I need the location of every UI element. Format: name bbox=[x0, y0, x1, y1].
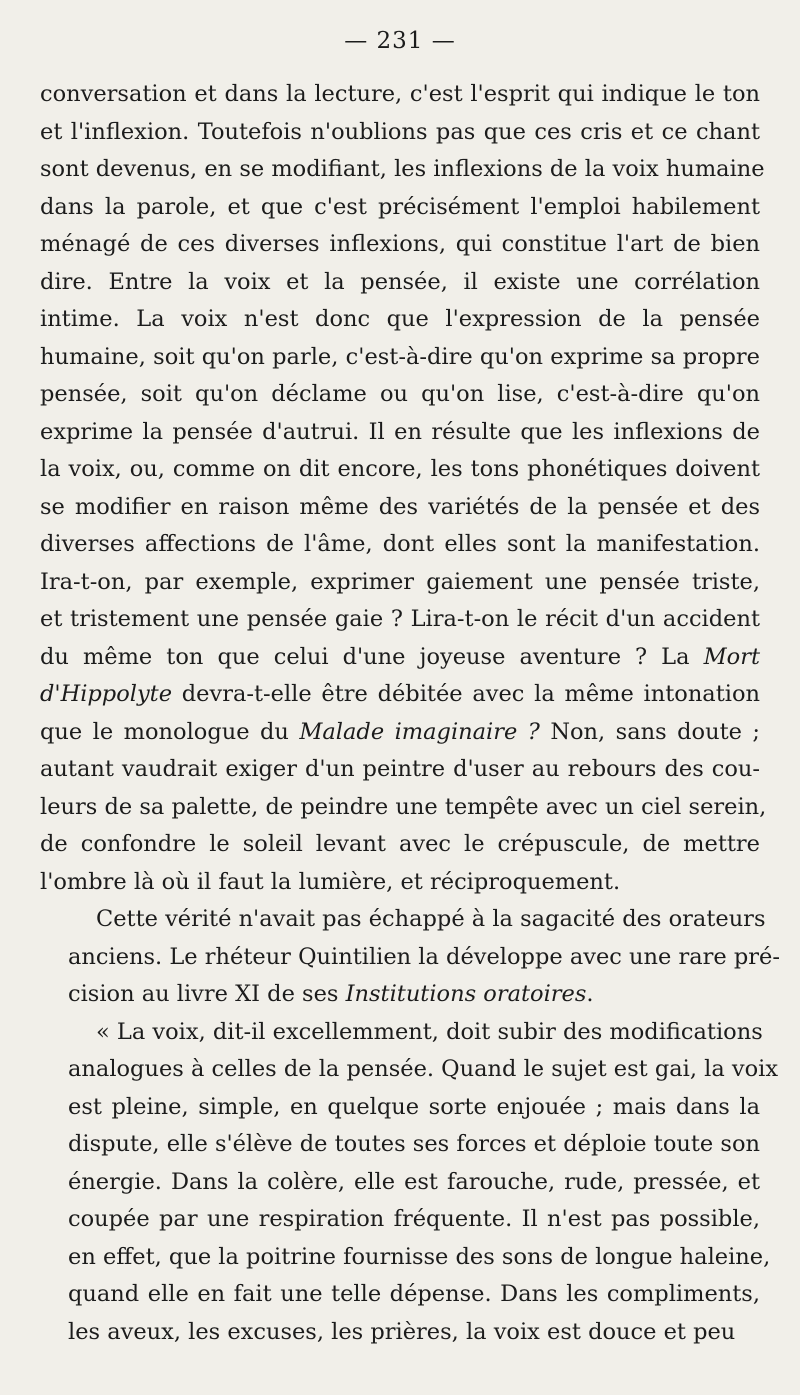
text-run: du même ton que celui d'une joyeuse aventure ? La bbox=[40, 643, 704, 670]
text-run: intime. La voix n'est donc que l'expression de la pensée bbox=[40, 306, 760, 332]
text-run: se modifier en raison même des variétés de la pensée et des bbox=[40, 493, 760, 520]
body-text bbox=[40, 76, 780, 1351]
text-line bbox=[40, 1126, 760, 1164]
text-line bbox=[40, 114, 760, 152]
italic-title: d'Hippolyte bbox=[40, 681, 173, 707]
text-run: dire. Entre la voix et la pensée, il existe une corrélation bbox=[40, 268, 760, 295]
text-line bbox=[40, 376, 760, 414]
text-line bbox=[40, 714, 760, 752]
text-run: humaine, soit qu'on parle, c'est-à-dire qu'on exprime sa propre bbox=[40, 343, 760, 370]
italic-title: Institutions oratoires bbox=[345, 981, 587, 1007]
text-line bbox=[40, 751, 760, 789]
text-run: et tristement une pensée gaie ? Lira-t-on le récit d'un accident bbox=[40, 606, 760, 632]
text-line bbox=[40, 1014, 763, 1052]
text-line bbox=[40, 339, 760, 377]
text-line bbox=[40, 939, 780, 977]
text-line bbox=[40, 1089, 760, 1127]
text-run: quand elle en fait une telle dépense. Dans les compliments, bbox=[68, 1281, 760, 1307]
text-run: ménagé de ces diverses inflexions, qui constitue l'art de bien bbox=[40, 231, 760, 257]
italic-title: Mort bbox=[703, 643, 760, 670]
text-run: en effet, que la poitrine fournisse des sons de longue haleine, bbox=[68, 1243, 771, 1270]
text-run: Cette vérité n'avait pas échappé à la sagacité des orateurs bbox=[96, 906, 766, 932]
text-run: et l'inflexion. Toutefois n'oublions pas que ces cris et ce chant bbox=[40, 118, 760, 145]
text-run: « La voix, dit-il excellemment, doit subir des modifications bbox=[96, 1018, 763, 1045]
text-run: conversation et dans la lecture, c'est l'esprit qui indique le ton bbox=[40, 81, 760, 107]
text-line bbox=[40, 676, 760, 714]
text-line bbox=[40, 976, 760, 1014]
italic-title: Malade imaginaire ? bbox=[299, 718, 540, 745]
text-line bbox=[40, 151, 765, 189]
text-line bbox=[40, 1051, 779, 1089]
text-run: autant vaudrait exiger d'un peintre d'user au rebours des cou- bbox=[40, 756, 760, 782]
page-number: — 231 — bbox=[344, 28, 456, 54]
text-run: coupée par une respiration fréquente. Il n'est pas possible, bbox=[68, 1206, 760, 1232]
text-run: exprime la pensée d'autrui. Il en résulte que les inflexions de bbox=[40, 418, 760, 445]
text-run: de confondre le soleil levant avec le crépuscule, de mettre bbox=[40, 831, 760, 857]
text-run: énergie. Dans la colère, elle est farouche, rude, pressée, et bbox=[68, 1168, 760, 1195]
text-line bbox=[40, 826, 760, 864]
text-run: Ira-t-on, par exemple, exprimer gaiement une pensée triste, bbox=[40, 568, 760, 595]
text-line bbox=[40, 564, 760, 602]
text-line bbox=[40, 789, 767, 827]
paragraph bbox=[40, 901, 780, 1014]
paragraph bbox=[40, 76, 767, 901]
text-run: analogues à celles de la pensée. Quand le sujet est gai, la voix bbox=[68, 1056, 779, 1082]
text-run: l'ombre là où il faut la lumière, et réciproquement. bbox=[40, 868, 621, 895]
text-line bbox=[40, 76, 760, 114]
text-line bbox=[40, 189, 760, 227]
text-run: anciens. Le rhéteur Quintilien la développe avec une rare pré- bbox=[68, 943, 780, 970]
text-run: . bbox=[586, 981, 594, 1007]
text-run: les aveux, les excuses, les prières, la voix est douce et peu bbox=[68, 1318, 736, 1345]
text-run: cision au livre XI de ses bbox=[68, 981, 346, 1007]
text-run: leurs de sa palette, de peindre une tempête avec un ciel serein, bbox=[40, 793, 767, 820]
text-line bbox=[40, 1314, 760, 1352]
text-run: Non, sans doute ; bbox=[539, 718, 760, 745]
text-line bbox=[40, 1201, 760, 1239]
text-run: devra-t-elle être débitée avec la même intonation bbox=[172, 681, 760, 707]
text-line bbox=[40, 226, 760, 264]
text-run: la voix, ou, comme on dit encore, les tons phonétiques doivent bbox=[40, 456, 760, 482]
text-line bbox=[40, 864, 760, 902]
text-run: pensée, soit qu'on déclame ou qu'on lise, c'est-à-dire qu'on bbox=[40, 381, 760, 407]
text-run: dispute, elle s'élève de toutes ses forces et déploie toute son bbox=[68, 1131, 760, 1157]
paragraph bbox=[40, 1014, 779, 1352]
text-line bbox=[40, 901, 766, 939]
text-line bbox=[40, 1239, 771, 1277]
text-line bbox=[40, 264, 760, 302]
text-run: est pleine, simple, en quelque sorte enjouée ; mais dans la bbox=[68, 1093, 760, 1120]
text-line bbox=[40, 414, 760, 452]
text-line bbox=[40, 639, 760, 677]
text-line bbox=[40, 489, 760, 527]
text-run: sont devenus, en se modifiant, les inflexions de la voix humaine bbox=[40, 156, 765, 182]
text-run: que le monologue du bbox=[40, 718, 300, 745]
text-line bbox=[40, 451, 760, 489]
text-line bbox=[40, 301, 760, 339]
text-run: dans la parole, et que c'est précisément l'emploi habilement bbox=[40, 193, 760, 220]
text-line bbox=[40, 526, 760, 564]
text-line bbox=[40, 1164, 760, 1202]
text-run: diverses affections de l'âme, dont elles sont la manifestation. bbox=[40, 531, 760, 557]
text-line bbox=[40, 601, 760, 639]
text-line bbox=[40, 1276, 760, 1314]
